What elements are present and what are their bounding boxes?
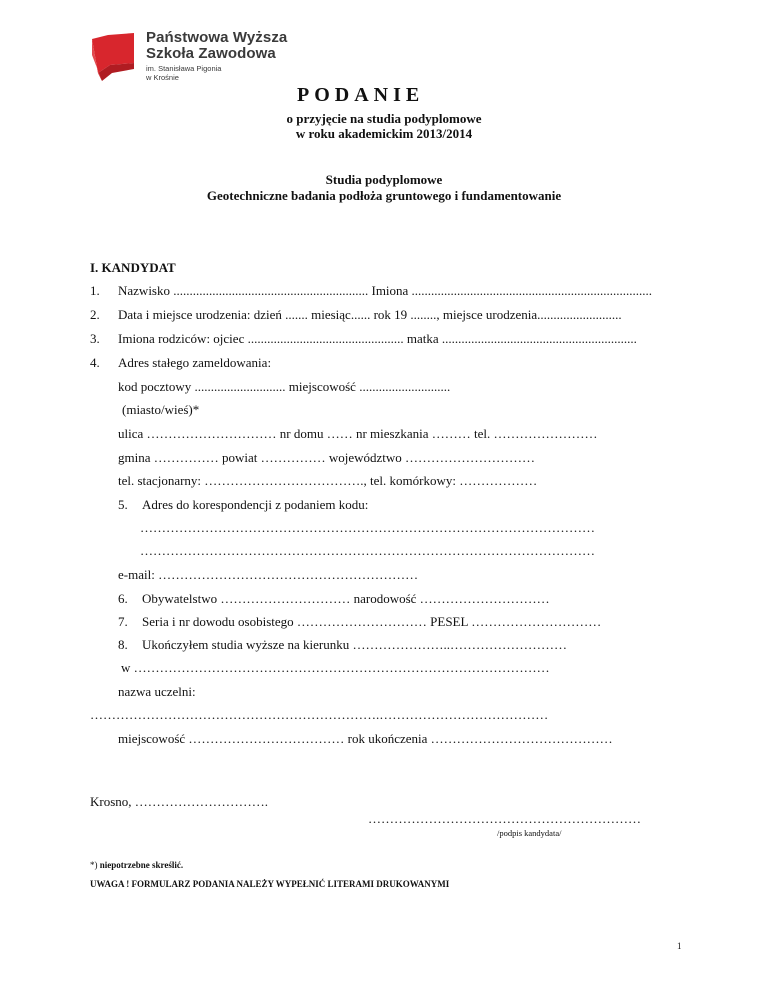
item-number-1: 1. [90,283,100,298]
warning-text: UWAGA ! FORMULARZ PODANIA NALEŻY WYPEŁNIĆ LITERAMI DRUKOWANYMI [90,879,450,889]
field-parents[interactable]: Imiona rodziców: ojciec ................................................ matka ............................................................ [118,331,637,346]
field-name[interactable]: Nazwisko ............................................................ Imiona .......................................................................... [118,283,653,298]
field-university-line[interactable]: ………………………………………………………….………………………………… [90,707,549,722]
page-number: 1 [677,941,682,951]
footnote [90,860,183,870]
field-commune[interactable]: gmina …………… powiat …………… województwo ………………………… [118,450,536,465]
item-number-8: 8. [118,637,128,652]
item-number-4: 4. [90,355,100,370]
logo-mark-icon [90,33,138,83]
field-address-label: Adres stałego zameldowania: [118,355,272,370]
item-number-3: 3. [90,331,100,346]
page-title: PODANIE [297,84,425,106]
field-studies-in[interactable]: w …………………………………………………………………………………… [121,660,550,675]
field-citizenship[interactable]: Obywatelstwo ………………………… narodowość ………………………… [142,591,550,606]
field-phones[interactable]: tel. stacjonarny: ………………………………., tel. komórkowy: ……………… [118,473,538,488]
logo-line-4: w Krośnie [146,73,179,82]
field-correspondence-line-1[interactable]: …………………………………………………………………………………………… [140,520,595,535]
field-university-place[interactable]: miejscowość ……………………………… rok ukończenia …………………………………… [118,731,613,746]
item-number-5: 5. [118,497,128,512]
program-heading: Studia podyplomowe [325,172,443,187]
field-studies[interactable]: Ukończyłem studia wyższe na kierunku …………………..……………………… [142,637,567,652]
place-date[interactable]: Krosno, …………………………. [90,794,269,809]
subtitle-2: w roku akademickim 2013/2014 [295,126,473,141]
footnote-mark: *) [90,860,98,870]
field-birth[interactable]: Data i miejsce urodzenia: dzień ....... miesiąc...... rok 19 ........, miejsce urodzenia.......................... [118,307,622,322]
field-email[interactable]: e-mail: …………………………………………………… [118,567,419,582]
logo-line-1: Państwowa Wyższa [146,29,288,46]
item-number-2: 2. [90,307,100,322]
logo-line-3: im. Stanisława Pigonia [146,64,222,73]
subtitle-1: o przyjęcie na studia podyplomowe [286,111,482,126]
footnote-text: niepotrzebne skreślić. [99,860,184,870]
field-correspondence-label: Adres do korespondencji z podaniem kodu: [142,497,369,512]
field-university-label: nazwa uczelni: [118,684,196,699]
field-street[interactable]: ulica ………………………… nr domu …… nr mieszkania ……… tel. …………………… [118,426,598,441]
signature-label: /podpis kandydata/ [497,828,562,838]
logo-line-2: Szkoła Zawodowa [146,45,276,62]
item-number-7: 7. [118,614,128,629]
program-name: Geotechniczne badania podłoża gruntowego i fundamentowanie [206,188,562,203]
field-postal[interactable]: kod pocztowy ............................ miejscowość ............................ [118,379,451,394]
section-heading: I. KANDYDAT [90,260,176,275]
field-town-type: (miasto/wieś)* [122,402,200,417]
field-id-document[interactable]: Seria i nr dowodu osobistego ………………………… PESEL ………………………… [142,614,602,629]
field-correspondence-line-2[interactable]: …………………………………………………………………………………………… [140,543,595,558]
item-number-6: 6. [118,591,128,606]
signature-line[interactable]: ……………………………………………………… [368,811,641,826]
